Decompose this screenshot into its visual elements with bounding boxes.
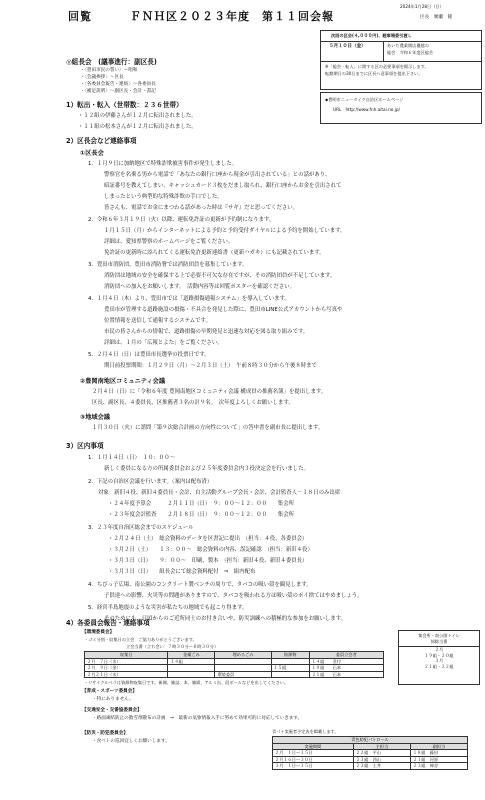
item-line: 2．下記の自治区会議を行います。（案内は配布済）: [88, 479, 213, 485]
traffic-line: ・路面凍結防止の散雪剤散布の計画 ⇒ 最新の気象情報入手に努めて効果可的に対応していきます。: [92, 716, 303, 721]
cell: ２３組 西山: [353, 756, 410, 763]
cell: 環境委員: [215, 671, 271, 678]
next-meeting-note-a: あいち農業開店優越の: [387, 43, 429, 48]
cell: １８組 藤田: [410, 750, 467, 757]
section-1-line: ・１１組の松本さんが１２月に転出されました。: [78, 124, 197, 130]
meeting-item: ・〈補足説明〉〜副区長・会計・書記: [80, 89, 156, 94]
item-line: 5．経営半島地震のような災害が私たちの地域でも起こり得ます。: [88, 605, 248, 611]
section-3-heading: 3）区内事項: [66, 442, 104, 450]
next-meeting-box: [320, 30, 482, 90]
cleaning-duty-month: ３月: [434, 658, 444, 664]
chair-name: 区長 廣瀬 隆: [420, 15, 453, 20]
next-meeting-heading: 次回の区会(４,０００円)、駐車場委引渡し: [331, 33, 412, 38]
section-4-heading: 4）各委員会報告・連絡事項: [66, 619, 150, 627]
cell: ２１組 石本: [309, 671, 383, 678]
item-line: 2．令和６年３月１９日（火）以降、運転免許証の更新が予約制になります。: [88, 217, 275, 223]
sports-committee-heading: 【育成・スポーツ委員会】: [82, 689, 137, 694]
item-line: 4．１月４日（木）より、豊田市では「道路損傷通報システム」を導入しています。: [88, 296, 290, 302]
env-footer: ・リサイクルベラは資源物収集日です。新聞、雑誌、本、雑紙、アルミ缶、段ボールなどを出してください。: [84, 680, 289, 685]
item-line: 警察官を名乗る男から電話で「あなたの銀行口座から現金が引出されている」との話があり、: [104, 172, 331, 178]
table-header-row: [85, 652, 384, 659]
cleaning-duty-subtitle: 掃除当番: [430, 638, 448, 644]
section-2-heading: 2）区長会など連絡事項: [66, 137, 137, 145]
col-header: 実施期間: [273, 743, 354, 750]
col-header: 委員立会者: [309, 652, 383, 659]
item-line: 3．豊田市消防団、豊田市消防署では消防団員を募集しています。: [88, 262, 248, 268]
item-line: ・３月２日（土） １３：００〜 総会資料の内容、誤記確認 （担当：新旧４役）: [108, 547, 313, 553]
item-line: ・２月２４日（土） 総会資料のデータを区書記に提出 （担当：４役、各委員会）: [108, 536, 308, 542]
cleaning-duty-month: ２月: [434, 647, 444, 653]
cell: ２２組 平山: [353, 750, 410, 757]
item-line: 消防団への加入をお願いします。 活動内容等は回覧ポスターを確認ください。: [104, 284, 295, 290]
meeting-heading: ◎組長会 (議事進行：副区長): [66, 58, 157, 66]
subsection-heading: ①区長会: [80, 150, 104, 157]
cell: １４組 君付: [309, 658, 383, 665]
cleaning-duty-groups: ２１組・２２組: [424, 663, 454, 669]
cleaning-duty-box: [398, 630, 480, 685]
item-line: 3．２３年度自治区総会までのスケジュール: [88, 525, 194, 531]
item-line: 4．ちびっ子広場、南公園のコンクリート製ベンチの周りで、タバコの吸い殻を観見します。: [88, 582, 312, 588]
page-title: ＦＮＨ区２０２３年度 第１１回会報: [130, 10, 334, 23]
meeting-item: ・〈会議挨拶〉〜区長: [80, 75, 124, 80]
item-line: 区長、副区長、４委員長、区推薦者３名の計９名。 次年度よろしくお願いします。: [92, 400, 294, 406]
cell: [271, 671, 309, 678]
homepage-label: ◆豊明市ニュータイク自治区ホームページ: [325, 97, 404, 102]
section-1-line: ・１２組の伊藤さんが１２月に転出されました。: [78, 113, 197, 119]
env-note: ・ゴミ分別・収集日の立会 ご協力ありがとうございます。: [84, 637, 197, 642]
cell: ２月 ７日（水）: [85, 658, 168, 665]
subsection-heading: ③地域会議: [80, 414, 110, 421]
env-time: 立会当番（立ち会い：７時３０分〜８時３０分）: [126, 644, 219, 649]
sports-line: ・特にありません。: [92, 697, 134, 702]
cell: ２月 ９日（金）: [85, 665, 168, 672]
item-line: 5．２月４日（日）は豊田市長選挙の投票日です。: [88, 352, 210, 358]
meeting-item: ・〈各委員会報告・連絡〉〜各委員長: [80, 82, 156, 87]
next-meeting-note-b: 総会 令和６年度区総会: [387, 50, 434, 55]
cell: ２月２１日（水）: [85, 671, 168, 678]
col-header: 埋めるごみ: [215, 652, 271, 659]
patrol-heading: 青パト実施者予定表を掲載します。: [272, 729, 339, 734]
env-committee-heading: 【環境委員会】: [82, 630, 115, 635]
item-line: 新しく委員になる方の所属委員会および２５年度委員会内３役決定会を行いました。: [104, 466, 309, 472]
table-row: [85, 671, 384, 678]
meeting-item: ・〈豊田市民の誓い〉〜唱和: [80, 68, 138, 73]
crime-line: ・食べトの巡回宜しくお願いします。: [92, 739, 170, 744]
item-line: ・２３年度会計監査 ２月１８日（日） ９：００〜１２：００ 集会所: [108, 512, 294, 518]
circulation-label: 回覧: [68, 10, 92, 23]
next-meeting-footnote-2: 転勤期日の30日までに区長へ意事項を提出下さい。: [325, 71, 423, 76]
traffic-committee-heading: 【交通安全・交番協委員会】: [82, 708, 142, 713]
item-line: 1．１月１４日（日） １０：００〜: [88, 455, 175, 461]
item-line: 暗証番号を教えてしまい、キャッシュカード３枚をだまし取られ、銀行口座からお金を引出されて: [104, 183, 342, 189]
item-line: ・２４年度予算会 ２月１１日（日） ９：００〜１２：００ 集会所: [108, 501, 294, 507]
item-line: 豊田市が管理する道路施設の損傷・不具合を発見した際に、豊田市LINE公式アカウントから写真や: [104, 307, 343, 313]
item-line: 消防団は地域の安全を確保する上で必要不可欠な存在ですが、その消防団員が不足しています。: [104, 273, 336, 279]
subsection-heading: ②豊岡南地区コミュニティ会議: [80, 378, 166, 385]
cell: １４組: [168, 658, 215, 665]
item-line: 1．１月９日に加納地区で特殊詐欺被害事件が発生しました。: [88, 161, 237, 167]
next-meeting-footnote-1: ※「総会・転入」に関する区の必要事項を掲示します。: [325, 64, 429, 69]
next-meeting-date: ５月１０日（金）: [329, 44, 366, 49]
item-line: 市民の皆さんからの情報で、道路損傷の早期発見と迅速な対応を図る取り組みです。: [104, 329, 309, 335]
cell: １９組 石本: [309, 665, 383, 672]
section-1-heading: 1）転出・転入（世帯数：２３６世帯）: [66, 101, 183, 109]
item-line: 位置情報を送信して通報するシステムです。: [104, 318, 211, 324]
item-line: しまったという典型的な特殊詐欺の手口でした。: [104, 194, 223, 200]
item-line: 詳細は、１月の「広報とよた」をご覧ください。: [104, 340, 223, 346]
cell: [168, 671, 215, 678]
item-line: ２月４日（日）に「令和６年度 豊岡南地区コミュニティ会議 構成員の推薦名簿」を提出します。: [92, 389, 327, 395]
item-line: ・３月３日（日） 組長会にて総会資料配付 ⇒ 組内配布: [108, 569, 256, 575]
col-header: 資源物: [271, 652, 309, 659]
homepage-url[interactable]: URL http://www.fnh.aitai.ne.jp/: [333, 107, 400, 112]
item-line: 対象：新旧４役、新旧４委員長・会計、自主活動グループ会長・会計、会計監査人－１８日のみ出席: [98, 490, 341, 496]
item-line: 詳細は、愛知県警察のホームページをご覧ください。: [104, 239, 234, 245]
item-line: ・３月３日（日） ９：００〜 印刷、製本 （担当：新旧４役、新旧４委員長）: [108, 558, 308, 564]
item-line: １月３０日（火）に諮問「第９次総合計画の方向性について」の答申書を副市長に提出します。: [92, 425, 324, 431]
cleaning-duty-title: 集会所・南公園トイレ: [418, 633, 460, 638]
cell: ３月 １日〜１５日: [273, 763, 354, 770]
patrol-title: 青色防犯パトロール: [273, 737, 468, 744]
cell: ２月 １日〜１５日: [273, 750, 354, 757]
col-header: 副担当: [410, 743, 467, 750]
col-header: 収集日: [85, 652, 168, 659]
item-line: １月１５日（月）からインターネットによる予約と予約受付ダイヤルによる予約を開始しています。: [104, 228, 346, 234]
item-line: 期日前投票期間：１月２９日（月）〜２月３日（土） 午前８時３０分から午後８時まで: [104, 363, 317, 369]
homepage-box: [320, 92, 482, 124]
cell: ２３組 神谷: [410, 763, 467, 770]
waste-collection-table: [84, 651, 384, 678]
patrol-table: [272, 736, 468, 770]
cell: ２１組 河原: [410, 756, 467, 763]
item-line: そのためにも、日頃からのご近所同士のお付き合いや、防災訓練への積極的な参加をお願いします。: [104, 616, 347, 622]
col-header: 金属ごみ: [168, 652, 215, 659]
cleaning-duty-groups: １９組・２０組: [424, 652, 454, 658]
item-line: 皆さんも、電話でお金にまつわる話があった時は『サギ』だと思ってください。: [104, 205, 299, 211]
item-line: 免許証の更新時に添られてくる運転免許更新連絡書（更新ハガキ）にも記載されています。: [104, 250, 325, 256]
item-line: 子供達への影響、火災等の問題がありますので、タバコを吸われる方は吸い殻のポイ捨てはやめましょう。: [104, 593, 363, 599]
crime-committee-heading: 【防災・防犯委員会】: [82, 731, 128, 736]
table-row: [273, 763, 468, 770]
col-header: 主担当: [353, 743, 410, 750]
cell: ２３組 土井: [353, 763, 410, 770]
cell: ２月１６日〜３０日: [273, 756, 354, 763]
issue-date: 2024年1月28日（日）: [400, 4, 444, 9]
cell: １５組: [271, 665, 309, 672]
